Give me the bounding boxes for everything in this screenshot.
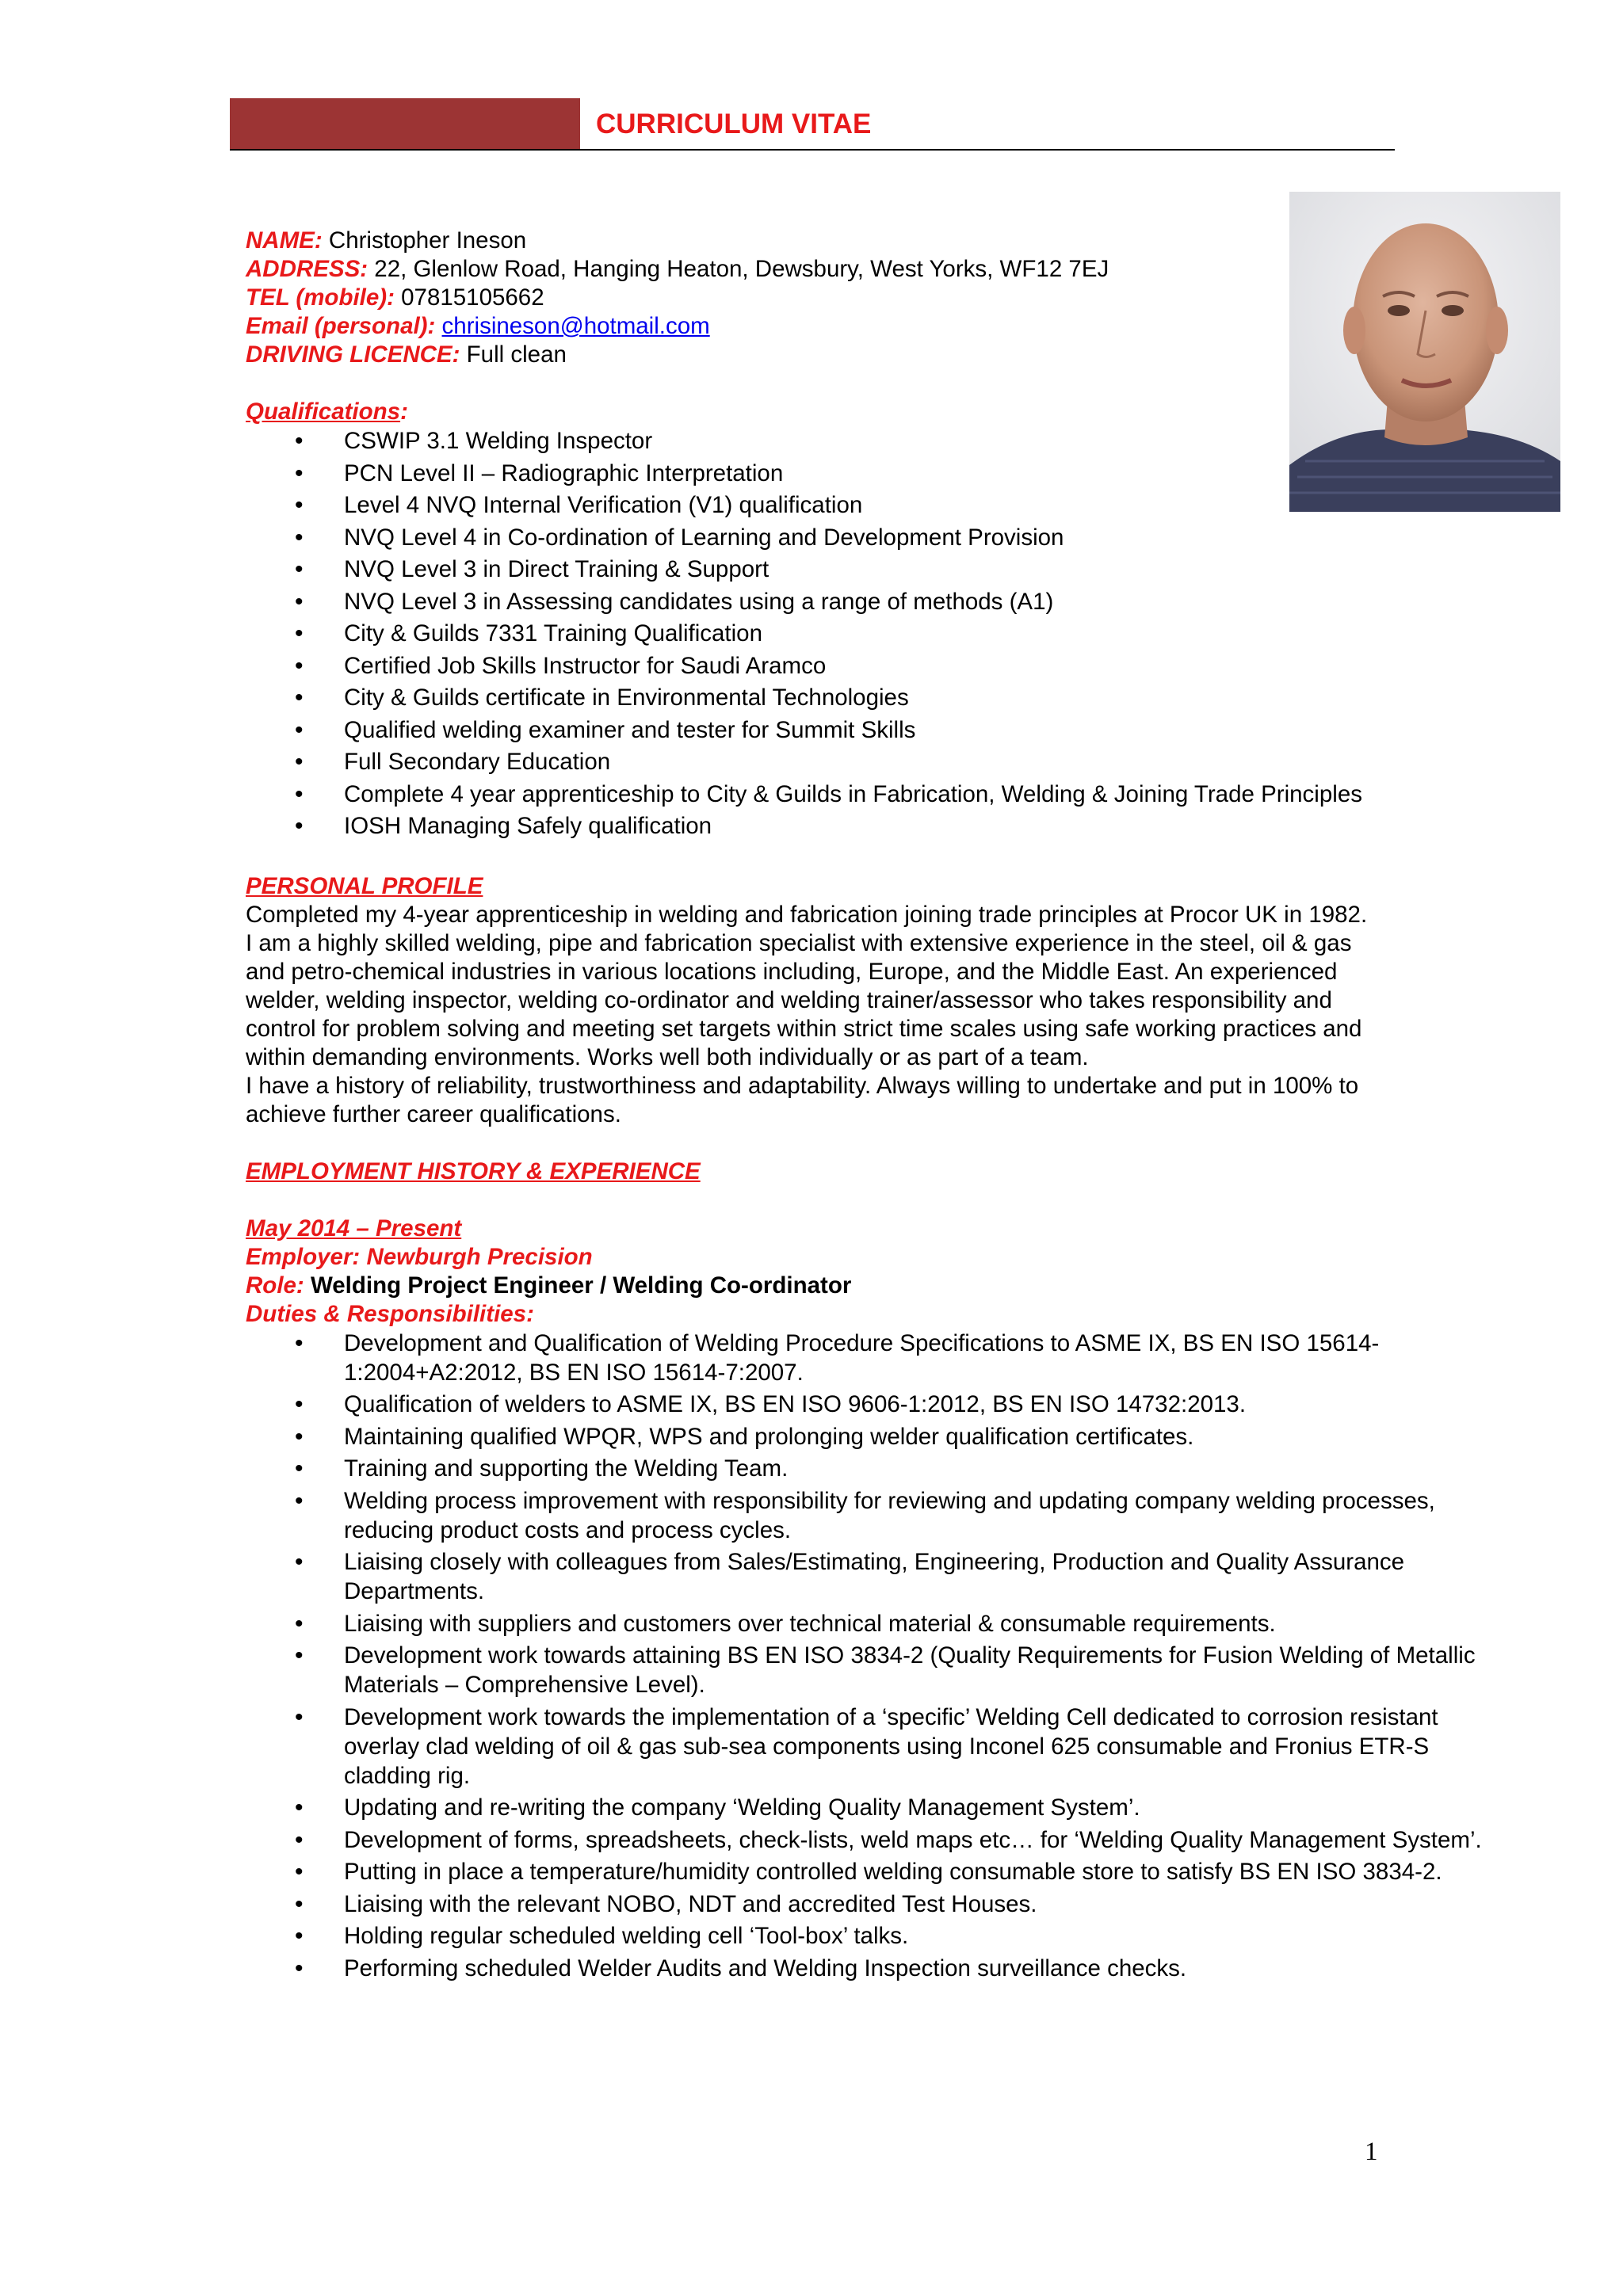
qualifications-list [246,426,1403,841]
duty-item: • Liaising closely with colleagues from Sales/Estimating, Engineering, Production and Quality Assurance Departments. [246,1547,1493,1606]
role-label: Role: [246,1272,304,1299]
qualification-item: • NVQ Level 3 in Direct Training & Support [246,555,1438,584]
qualification-item: • PCN Level II – Radiographic Interpretation [246,459,1438,488]
duty-item: • Welding process improvement with responsibility for reviewing and updating company welding processes, reducing product costs and process cycles. [246,1486,1493,1545]
qualification-item: • NVQ Level 4 in Co-ordination of Learning and Development Provision [246,523,1438,552]
tel-value: 07815105662 [401,284,544,311]
profile-paragraph: I have a history of reliability, trustworthiness and adaptability. Always willing to undertake and put in 100% to achieve further career qualifications. [246,1072,1359,1127]
qualification-item: • NVQ Level 3 in Assessing candidates using a range of methods (A1) [246,587,1438,616]
qualification-item: • Qualified welding examiner and tester for Summit Skills [246,715,1438,745]
employment-heading: EMPLOYMENT HISTORY & EXPERIENCE [246,1158,701,1184]
duty-item: • Development and Qualification of Welding Procedure Specifications to ASME IX, BS EN ISO 15614-1:2004+A2:2012, BS EN ISO 15614-7:2007. [246,1329,1493,1387]
duty-item: • Liaising with the relevant NOBO, NDT and accredited Test Houses. [246,1890,1493,1919]
address-value: 22, Glenlow Road, Hanging Heaton, Dewsbury, West Yorks, WF12 7EJ [374,256,1109,282]
qualifications-heading: Qualifications: [246,399,408,425]
qualification-item: • City & Guilds 7331 Training Qualification [246,619,1438,648]
header-divider [230,149,1395,151]
employer-line: Employer: Newburgh Precision [246,1243,593,1270]
qualification-item: • IOSH Managing Safely qualification [246,811,1438,841]
duty-item: • Putting in place a temperature/humidity controlled welding consumable store to satisfy BS EN ISO 3834-2. [246,1857,1493,1886]
document-title: CURRICULUM VITAE [596,109,872,139]
profile-text [246,901,1395,1129]
duty-item: • Qualification of welders to ASME IX, BS EN ISO 9606-1:2012, BS EN ISO 14732:2013. [246,1390,1493,1419]
cv-body [246,227,1482,1985]
qualification-item: • Certified Job Skills Instructor for Saudi Aramco [246,651,1438,681]
duty-item: • Training and supporting the Welding Team. [246,1454,1493,1483]
header-color-bar [230,98,580,150]
tel-line [246,284,1403,312]
name-value: Christopher Ineson [328,227,527,254]
licence-value: Full clean [466,341,567,368]
licence-line [246,341,1403,369]
duties-heading: Duties & Responsibilities: [246,1300,534,1327]
page-number: 1 [1365,2138,1378,2166]
email-link[interactable]: chrisineson@hotmail.com [441,313,710,339]
profile-heading: PERSONAL PROFILE [246,872,483,899]
profile-paragraph: I am a highly skilled welding, pipe and fabrication specialist with extensive experience in the steel, oil & gas and petro-chemical industries in various locations including, Europe, and the Middle East. An experienced welder, welding inspector, welding co-ordinator and welding trainer/assessor who takes responsibility and control for problem solving and meeting set targets within strict time scales using safe working practices and within demanding environments. Works well both individually or as part of a team. [246,929,1362,1070]
duty-item: • Development work towards attaining BS EN ISO 3834-2 (Quality Requirements for Fusion Welding of Metallic Materials – Comprehensive Level). [246,1641,1493,1699]
duty-item: • Holding regular scheduled welding cell ‘Tool-box’ talks. [246,1921,1493,1951]
name-label: NAME: [246,227,323,254]
qualification-item: • Full Secondary Education [246,747,1438,776]
qualification-item: • City & Guilds certificate in Environmental Technologies [246,683,1438,712]
duty-item: • Updating and re-writing the company ‘Welding Quality Management System’. [246,1793,1493,1822]
duty-item: • Performing scheduled Welder Audits and Welding Inspection surveillance checks. [246,1954,1493,1983]
licence-label: DRIVING LICENCE: [246,341,460,368]
email-label: Email (personal): [246,313,436,339]
profile-paragraph: Completed my 4-year apprenticeship in welding and fabrication joining trade principles at Procor UK in 1982. [246,901,1368,928]
duty-item: • Liaising with suppliers and customers over technical material & consumable requirements. [246,1609,1493,1638]
address-line [246,255,1403,284]
email-line [246,312,1403,341]
role-line [246,1272,1403,1300]
duty-item: • Development work towards the implementation of a ‘specific’ Welding Cell dedicated to corrosion resistant overlay clad welding of oil & gas sub-sea components using Inconel 625 consumable and Fronius ETR-S cladding rig. [246,1703,1493,1791]
duty-item: • Development of forms, spreadsheets, check-lists, weld maps etc… for ‘Welding Quality Management System’. [246,1825,1493,1855]
tel-label: TEL (mobile): [246,284,395,311]
duty-item: • Maintaining qualified WPQR, WPS and prolonging welder qualification certificates. [246,1422,1493,1451]
qualification-item: • Complete 4 year apprenticeship to City & Guilds in Fabrication, Welding & Joining Trade Principles [246,780,1438,809]
qualification-item: • Level 4 NVQ Internal Verification (V1) qualification [246,490,1438,520]
qualification-item: • CSWIP 3.1 Welding Inspector [246,426,1438,456]
duties-list [246,1329,1482,1983]
role-value: Welding Project Engineer / Welding Co-ordinator [310,1272,852,1299]
address-label: ADDRESS: [246,256,369,282]
name-line [246,227,1403,255]
employment-period: May 2014 – Present [246,1215,462,1241]
